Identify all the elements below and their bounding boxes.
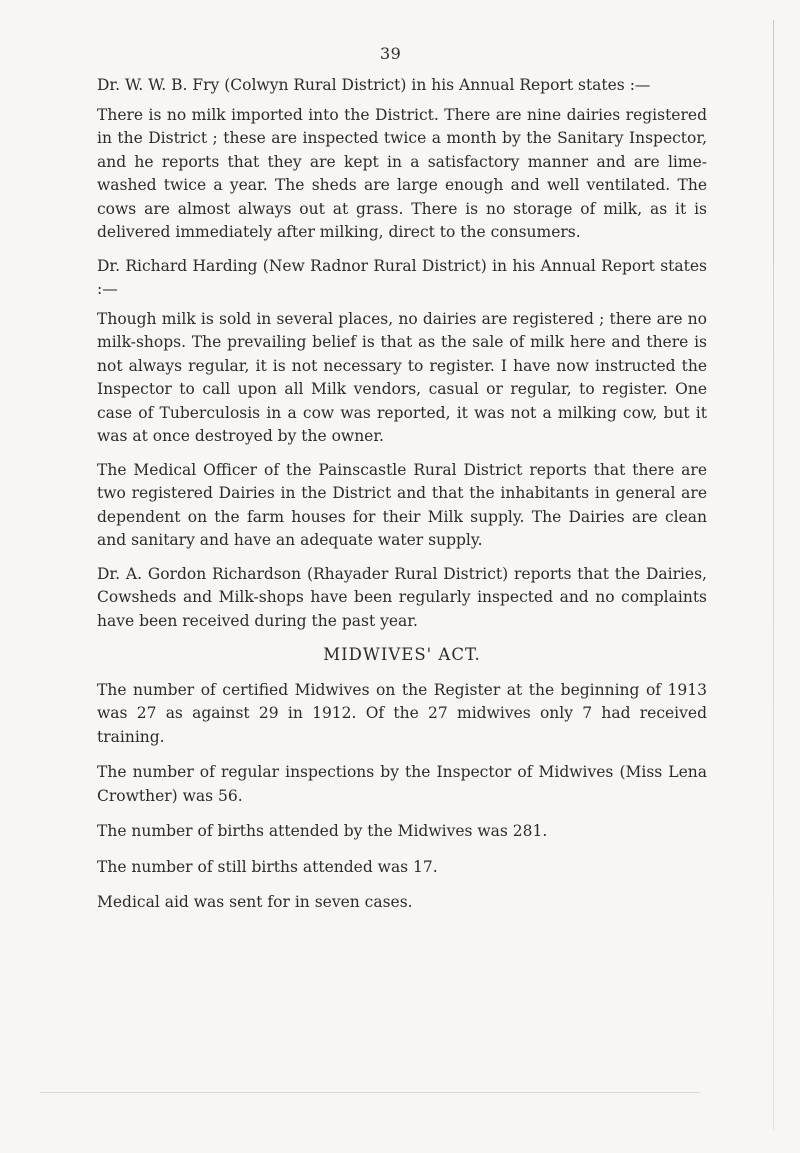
midwives-still-births-paragraph: The number of still births attended was 17. bbox=[97, 857, 438, 876]
section-heading-midwives: MIDWIVES' ACT. bbox=[323, 645, 481, 664]
report-body-painscastle: The Medical Officer of the Painscastle Rural District reports that there are two registered Dairies in the District and that the inhabitants in general are dependent on the farm houses for their Milk supply. The Dairies are clean and sanitary and have an adequate water supply. bbox=[97, 460, 707, 549]
page-edge-line bbox=[773, 20, 774, 1130]
report-intro-new-radnor: Dr. Richard Harding (New Radnor Rural District) in his Annual Report states :— bbox=[97, 256, 707, 298]
report-body-colwyn: There is no milk imported into the District. There are nine dairies registered in the District ; these are inspected twice a month by the Sanitary Inspector, and he reports that they are kept in a satisfactory manner and are lime-washed twice a year. The sheds are large enough and well ventilated. The cows are almost always out at grass. There is no storage of milk, as it is delivered immediately after milking, direct to the consumers. bbox=[97, 105, 707, 241]
midwives-register-paragraph: The number of certified Midwives on the Register at the beginning of 1913 was 27 as against 29 in 1912. Of the 27 midwives only 7 had received training. bbox=[97, 680, 707, 746]
report-intro-colwyn: Dr. W. W. B. Fry (Colwyn Rural District) in his Annual Report states :— bbox=[97, 76, 651, 94]
midwives-medical-aid-paragraph: Medical aid was sent for in seven cases. bbox=[97, 893, 413, 911]
page-bottom-line bbox=[40, 1092, 700, 1093]
document-body bbox=[97, 74, 707, 927]
report-body-rhayader: Dr. A. Gordon Richardson (Rhayader Rural District) reports that the Dairies, Cowsheds and Milk-shops have been regularly inspected and no complaints have been received during the past year. bbox=[97, 564, 707, 630]
midwives-inspections-paragraph: The number of regular inspections by the Inspector of Midwives (Miss Lena Crowther) was 56. bbox=[97, 763, 707, 805]
midwives-births-paragraph: The number of births attended by the Midwives was 281. bbox=[97, 822, 548, 840]
page-number: 39 bbox=[380, 44, 402, 63]
report-body-new-radnor: Though milk is sold in several places, no dairies are registered ; there are no milk-shops. The prevailing belief is that as the sale of milk here and there is not always regular, it is not necessary to register. I have now instructed the Inspector to call upon all Milk vendors, casual or regular, to register. One case of Tuberculosis in a cow was reported, it was not a milking cow, but it was at once destroyed by the owner. bbox=[97, 309, 707, 445]
